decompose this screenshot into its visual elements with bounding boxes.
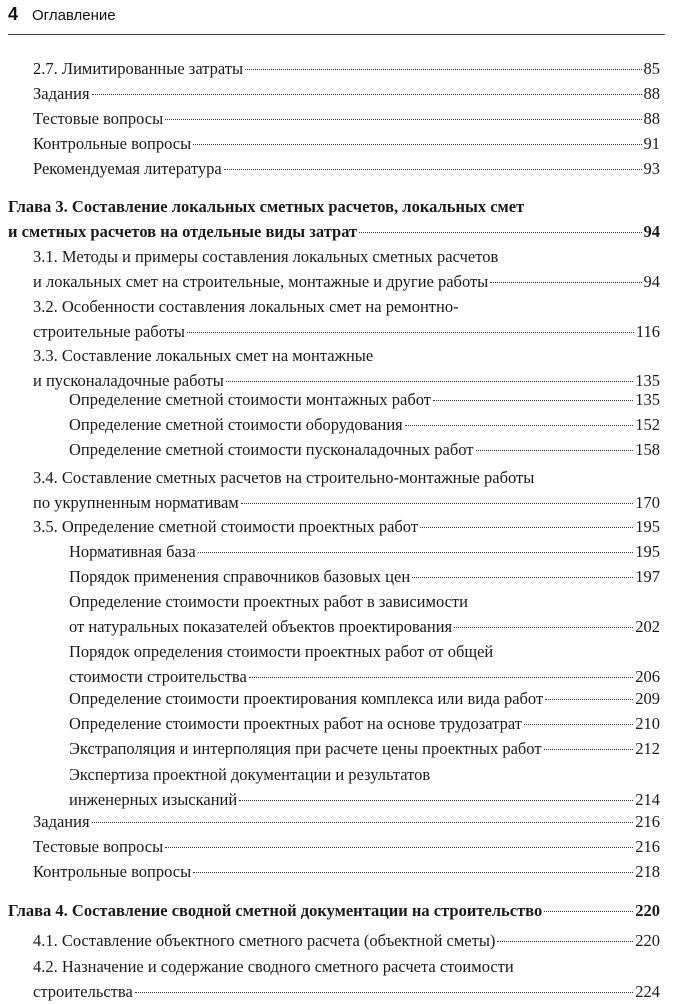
toc-entry-line xyxy=(8,898,660,923)
toc-entry-line xyxy=(69,639,660,664)
toc-page-number: 218 xyxy=(635,862,660,881)
toc-entry-line xyxy=(69,762,660,787)
toc-entry-line xyxy=(69,589,660,614)
toc-entry-title: Определение стоимости проектных работ в зависимости xyxy=(69,592,468,611)
toc-entry-line xyxy=(33,809,660,834)
toc-entry-line xyxy=(33,834,660,859)
toc-entry xyxy=(69,387,660,412)
toc-entry-line xyxy=(33,106,660,131)
toc-entry xyxy=(69,736,660,761)
dot-leader xyxy=(545,699,633,700)
toc-entry xyxy=(69,639,660,689)
dot-leader xyxy=(544,749,634,750)
toc-entry-line xyxy=(33,269,660,294)
toc-entry-title: Задания xyxy=(33,84,90,103)
toc-entry xyxy=(69,762,660,812)
toc-entry xyxy=(69,711,660,736)
toc-entry xyxy=(33,834,660,859)
toc-entry xyxy=(33,81,660,106)
toc-entry xyxy=(33,56,660,81)
toc-entry xyxy=(69,437,660,462)
dot-leader xyxy=(226,381,633,382)
toc-entry xyxy=(69,412,660,437)
header-rule xyxy=(8,34,665,35)
toc-entry-title: Определение сметной стоимости монтажных работ xyxy=(69,390,431,409)
dot-leader xyxy=(198,552,634,553)
toc-page-number: 195 xyxy=(635,542,660,561)
dot-leader xyxy=(187,332,634,333)
toc-page-number: 158 xyxy=(635,440,660,459)
dot-leader xyxy=(193,872,633,873)
toc-entry-line xyxy=(33,859,660,884)
dot-leader xyxy=(490,282,641,283)
toc-entry xyxy=(69,564,660,589)
dot-leader xyxy=(524,724,633,725)
toc-entry-title: Контрольные вопросы xyxy=(33,862,192,881)
toc-entry-title: 3.5. Определение сметной стоимости проектных работ xyxy=(33,517,419,536)
toc-entry-title: инженерных изысканий xyxy=(69,790,238,809)
toc-chapter-entry xyxy=(8,194,660,244)
toc-entry xyxy=(33,106,660,131)
toc-page-number: 210 xyxy=(635,714,660,733)
dot-leader xyxy=(249,677,633,678)
toc-entry-title: Определение сметной стоимости оборудования xyxy=(69,415,403,434)
toc-page-number: 216 xyxy=(635,812,660,831)
toc-entry-title: и локальных смет на строительные, монтажные и другие работы xyxy=(33,272,489,291)
toc-entry-title: Рекомендуемая литература xyxy=(33,159,222,178)
toc-entry-title: Контрольные вопросы xyxy=(33,134,192,153)
page-header xyxy=(8,4,116,30)
toc-entry-title: Глава 4. Составление сводной сметной документации на строительство xyxy=(8,901,543,920)
toc-entry xyxy=(33,294,660,344)
toc-entry-line xyxy=(33,979,660,1004)
toc-entry-title: и пусконаладочные работы xyxy=(33,371,224,390)
toc-page-number: 216 xyxy=(635,837,660,856)
dot-leader xyxy=(241,503,634,504)
toc-entry-line xyxy=(33,928,660,953)
toc-entry xyxy=(33,343,660,393)
toc-page-number: 202 xyxy=(635,617,660,636)
toc-entry-title: Экспертиза проектной документации и результатов xyxy=(69,765,431,784)
toc-entry-line xyxy=(69,736,660,761)
toc-entry-title: 4.1. Составление объектного сметного расчета (объектной сметы) xyxy=(33,931,496,950)
toc-entry xyxy=(33,954,660,1004)
dot-leader xyxy=(405,425,634,426)
toc-page-number: 94 xyxy=(643,222,660,241)
toc-entry-line xyxy=(69,387,660,412)
toc-page-number: 135 xyxy=(635,390,660,409)
toc-entry-title: Определение сметной стоимости пусконаладочных работ xyxy=(69,440,474,459)
toc-entry-line xyxy=(33,56,660,81)
toc-entry-title: 3.3. Составление локальных смет на монтажные xyxy=(33,346,374,365)
toc-page-number: 135 xyxy=(635,371,660,390)
toc-entry xyxy=(33,131,660,156)
toc-page-number: 93 xyxy=(643,159,660,178)
toc-entry-line xyxy=(69,686,660,711)
toc-entry xyxy=(69,539,660,564)
dot-leader xyxy=(454,627,633,628)
running-title: Оглавление xyxy=(32,7,116,24)
toc-entry-title: Тестовые вопросы xyxy=(33,837,164,856)
toc-entry-line xyxy=(33,156,660,181)
dot-leader xyxy=(359,232,641,233)
toc-page-number: 91 xyxy=(643,134,660,153)
toc-entry-line xyxy=(33,514,660,539)
toc-entry-line xyxy=(69,412,660,437)
toc-entry-line xyxy=(69,539,660,564)
toc-page-number: 170 xyxy=(635,493,660,512)
dot-leader xyxy=(412,577,633,578)
toc-entry-title: 3.2. Особенности составления локальных смет на ремонтно- xyxy=(33,297,459,316)
toc-entry-title: Определение стоимости проектных работ на основе трудозатрат xyxy=(69,714,522,733)
dot-leader xyxy=(165,119,641,120)
toc-entry-title: Порядок применения справочников базовых цен xyxy=(69,567,411,586)
toc-entry xyxy=(33,859,660,884)
toc-entry-title: Тестовые вопросы xyxy=(33,109,164,128)
toc-entry xyxy=(33,928,660,953)
dot-leader xyxy=(497,941,633,942)
toc-entry-title: от натуральных показателей объектов проектирования xyxy=(69,617,453,636)
toc-page-number: 116 xyxy=(635,322,660,341)
toc-entry xyxy=(33,244,660,294)
toc-page-number: 88 xyxy=(643,109,660,128)
toc-entry-line xyxy=(33,490,660,515)
dot-leader xyxy=(420,527,633,528)
dot-leader xyxy=(476,450,634,451)
toc-entry-line xyxy=(69,437,660,462)
toc-entry-title: Глава 3. Составление локальных сметных расчетов, локальных смет xyxy=(8,197,525,216)
toc-page-number: 85 xyxy=(643,59,660,78)
page-number: 4 xyxy=(8,4,19,24)
toc-entry-title: 3.1. Методы и примеры составления локальных сметных расчетов xyxy=(33,247,499,266)
dot-leader xyxy=(239,800,633,801)
dot-leader xyxy=(193,144,641,145)
toc-page-number: 195 xyxy=(635,517,660,536)
toc-entry-line xyxy=(33,319,660,344)
toc-entry-title: строительства xyxy=(33,982,133,1001)
toc-entry xyxy=(33,156,660,181)
toc-entry-line xyxy=(69,614,660,639)
toc-page-number: 212 xyxy=(635,739,660,758)
toc-entry-title: 2.7. Лимитированные затраты xyxy=(33,59,244,78)
toc-entry-line xyxy=(33,465,660,490)
toc-page-number: 197 xyxy=(635,567,660,586)
dot-leader xyxy=(92,94,642,95)
toc-entry-title: 3.4. Составление сметных расчетов на строительно-монтажные работы xyxy=(33,468,535,487)
toc-entry-line xyxy=(33,131,660,156)
toc-entry-title: Определение стоимости проектирования комплекса или вида работ xyxy=(69,689,544,708)
dot-leader xyxy=(245,69,641,70)
dot-leader xyxy=(92,822,634,823)
toc-entry-title: Порядок определения стоимости проектных работ от общей xyxy=(69,642,494,661)
dot-leader xyxy=(224,169,642,170)
toc-entry-title: Задания xyxy=(33,812,90,831)
toc-entry-title: Экстраполяция и интерполяция при расчете цены проектных работ xyxy=(69,739,542,758)
toc-entry-line xyxy=(8,219,660,244)
toc-page-number: 209 xyxy=(635,689,660,708)
toc-entry-title: Нормативная база xyxy=(69,542,196,561)
toc-entry-line xyxy=(33,343,660,368)
dot-leader xyxy=(544,911,633,912)
toc-chapter-entry xyxy=(8,898,660,923)
toc-entry xyxy=(69,686,660,711)
toc-entry-line xyxy=(8,194,660,219)
toc-entry xyxy=(33,809,660,834)
toc-entry-title: строительные работы xyxy=(33,322,186,341)
toc-entry-line xyxy=(33,954,660,979)
dot-leader xyxy=(433,400,633,401)
toc-entry-title: стоимости строительства xyxy=(69,667,247,686)
toc-entry-line xyxy=(69,564,660,589)
toc-page-number: 94 xyxy=(643,272,660,291)
toc-page-number: 220 xyxy=(635,931,660,950)
toc-entry xyxy=(33,465,660,515)
toc-entry-line xyxy=(69,711,660,736)
toc-page-number: 224 xyxy=(635,982,660,1001)
toc-entry-line xyxy=(33,294,660,319)
toc-entry-line xyxy=(33,244,660,269)
toc-entry-title: 4.2. Назначение и содержание сводного сметного расчета стоимости xyxy=(33,957,514,976)
toc-page-number: 220 xyxy=(635,901,660,920)
toc-entry-title: по укрупненным нормативам xyxy=(33,493,239,512)
toc-page-number: 206 xyxy=(635,667,660,686)
dot-leader xyxy=(135,992,633,993)
toc-page-number: 152 xyxy=(635,415,660,434)
toc-page-number: 88 xyxy=(643,84,660,103)
toc-entry xyxy=(33,514,660,539)
toc-entry xyxy=(69,589,660,639)
dot-leader xyxy=(165,847,633,848)
toc-page-number: 214 xyxy=(635,790,660,809)
toc-entry-line xyxy=(33,81,660,106)
toc-entry-title: и сметных расчетов на отдельные виды затрат xyxy=(8,222,358,241)
